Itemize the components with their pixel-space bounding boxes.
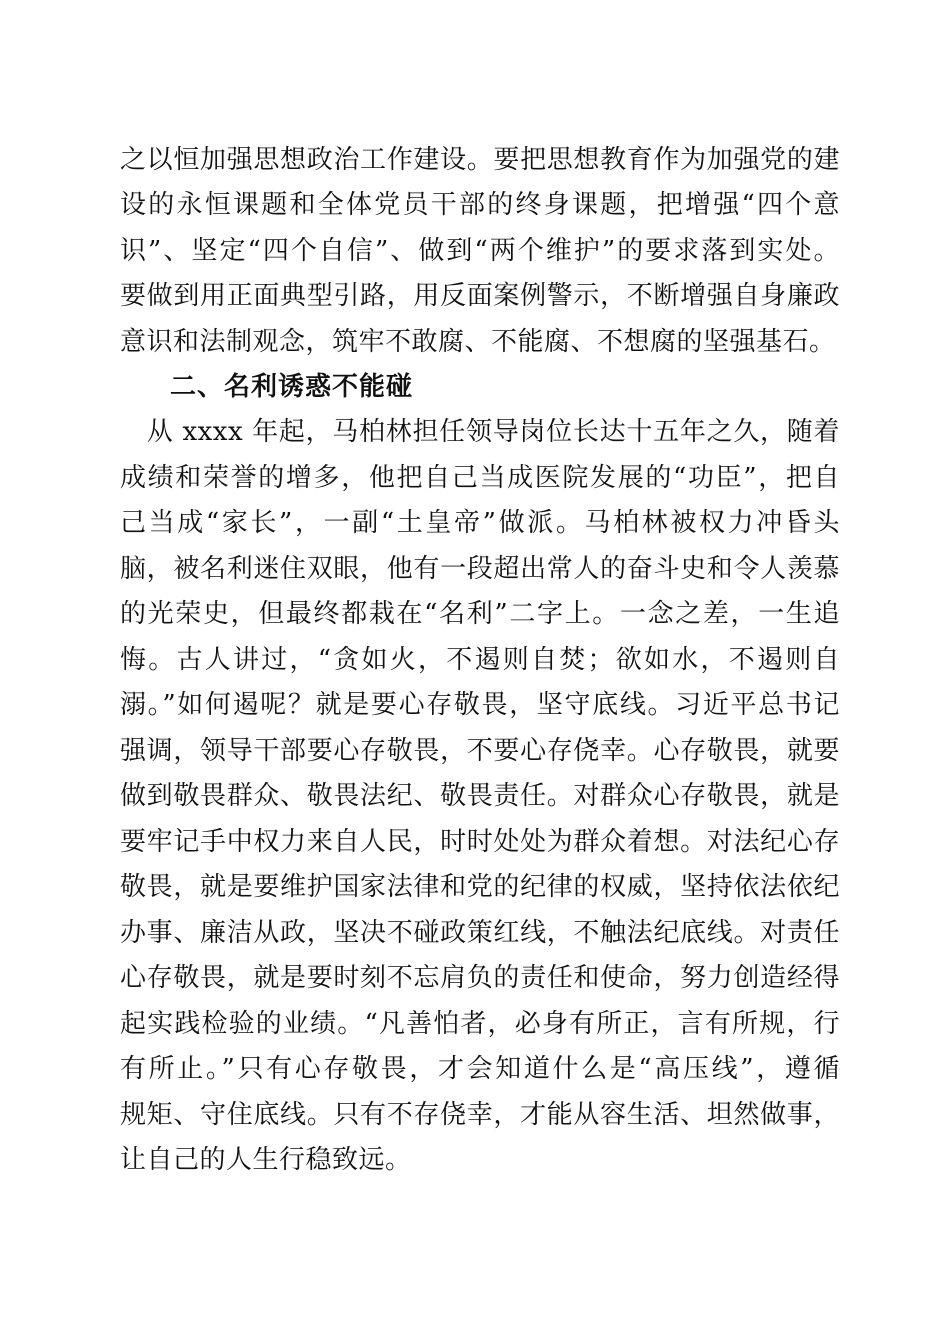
paragraph-line: 的光荣史，但最终都栽在“名利”二字上。一念之差，一生追 (120, 599, 840, 629)
section-heading: 二、名利诱惑不能碰 (170, 372, 414, 402)
paragraph-line: 做到敬畏群众、敬畏法纪、敬畏责任。对群众心存敬畏，就是 (120, 781, 840, 811)
paragraph-line: 溺。”如何遏呢？就是要心存敬畏，坚守底线。习近平总书记 (120, 690, 840, 720)
paragraph-line: 成绩和荣誉的增多，他把自己当成医院发展的“功臣”，把自 (120, 463, 840, 493)
paragraph-line: 敬畏，就是要维护国家法律和党的纪律的权威，坚持依法依纪 (120, 872, 840, 902)
paragraph-line: 起实践检验的业绩。“凡善怕者，必身有所正，言有所规，行 (120, 1009, 840, 1039)
paragraph-line: 办事、廉洁从政，坚决不碰政策红线，不触法纪底线。对责任 (120, 918, 840, 948)
paragraph-line: 规矩、守住底线。只有不存侥幸，才能从容生活、坦然做事， (120, 1100, 840, 1130)
paragraph-line: 识”、坚定“四个自信”、做到“两个维护”的要求落到实处。 (120, 236, 840, 266)
paragraph-line: 设的永恒课题和全体党员干部的终身课题，把增强“四个意 (120, 190, 840, 220)
paragraph-line: 让自己的人生行稳致远。 (120, 1145, 412, 1175)
paragraph-line: 有所止。”只有心存敬畏，才会知道什么是“高压线”，遵循 (120, 1054, 840, 1084)
paragraph-line: 要做到用正面典型引路，用反面案例警示，不断增强自身廉政 (120, 281, 840, 311)
paragraph-line: 之以恒加强思想政治工作建设。要把思想教育作为加强党的建 (120, 145, 840, 175)
paragraph-line: 从 xxxx 年起，马柏林担任领导岗位长达十五年之久，随着 (120, 417, 840, 447)
paragraph-line: 脑，被名利迷住双眼，他有一段超出常人的奋斗史和令人羡慕 (120, 554, 840, 584)
paragraph-line: 意识和法制观念，筑牢不敢腐、不能腐、不想腐的坚强基石。 (120, 327, 836, 357)
paragraph-line: 强调，领导干部要心存敬畏，不要心存侥幸。心存敬畏，就要 (120, 736, 840, 766)
paragraph-line: 要牢记手中权力来自人民，时时处处为群众着想。对法纪心存 (120, 827, 840, 857)
paragraph-line: 心存敬畏，就是要时刻不忘肩负的责任和使命，努力创造经得 (120, 963, 840, 993)
paragraph-line: 悔。古人讲过，“贪如火，不遏则自焚；欲如水，不遏则自 (120, 645, 840, 675)
paragraph-line: 己当成“家长”，一副“土皇帝”做派。马柏林被权力冲昏头 (120, 508, 840, 538)
